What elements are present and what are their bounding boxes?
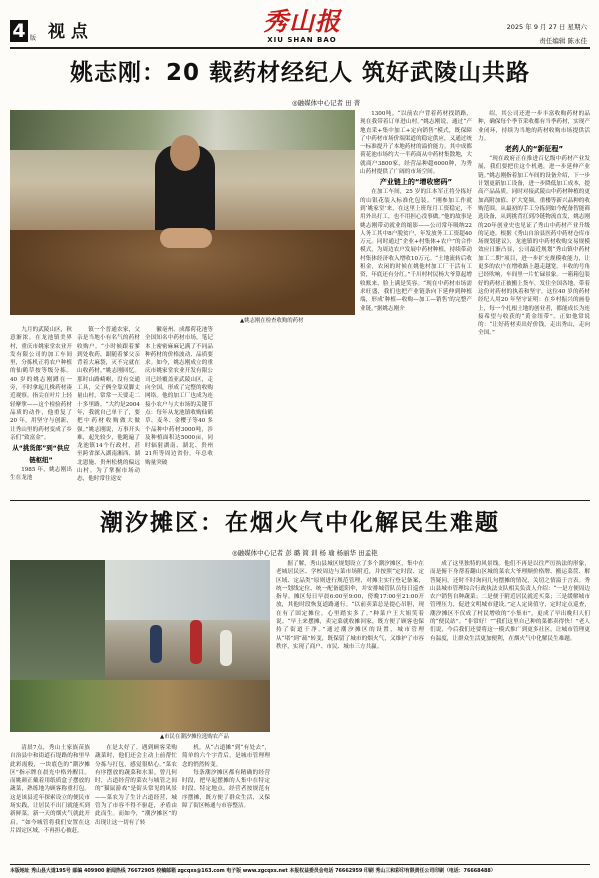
article1-column-2 xyxy=(77,326,140,496)
page-number: 4 xyxy=(12,20,26,42)
article2-col5-text: 成了这里独特的风景线。他们不再是以往严厉执法的形象，而是俯下身帮着翻山区城的菜农大爷理顺价格牌、搬运菜筐、解答疑问，还时不时询问几句摆摊的情况，关切之情溢于言表。秀山县城市管理综合行政执法支队相关负责人介绍：“一是方便周边农户销售自种蔬菜；二是便于附近居民就近买菜；三是缓解城市管理压力，促进文明城市建设。”定人定岗值守，定时定点巡查，潮汐摊区不仅成了村民增收的“小集市”，更成了早出晚归人们的“便民站”。“非常好！”“我们这里自己种的菜都卖得快！”老人们说，今后我们还要将这一模式推广到更多社区，让城市管理更有温度，让群众生活更加便利，在烟火气中化解民生难题。 xyxy=(430,561,590,642)
article2-column-3 xyxy=(182,744,270,862)
responsible-editor: 责任编辑 陈永佳 xyxy=(539,37,587,45)
article2-col4-text: 据了解，秀山县城区规划设立了多个潮汐摊区，集中在老城居民区、学校周边与菜市场附近，并按照“定时段、定区域、定品类”原则进行规范管理，对摊主实行登记备案，统一划线定位、统一配备遮阳伞，并安排城管队员每日巡查指导。摊区每日早晨6:00至9:00，傍晚17:00至21:00开放，其他时段恢复道路通行。“以前卖菜总是提心吊胆，现在有了固定摊位，心里踏实多了。”种菜户王大姐笑着说。“早上来摆摊，卖完菜就收摊回家，既方便了顾客也保持了街道干净。”通过潮汐摊区的设置，城市管理从“堵”到“疏”转变，既保留了城市的烟火气，又维护了市容秩序，实现了商户、市民、城市三方共赢。 xyxy=(276,561,424,650)
article2-column-2 xyxy=(95,744,177,862)
article1-col1-text: 九月的武陵山区，秋意渐浓。在龙池镇美界村，重庆市姚家堂农业开发有限公司的加工车间里，分拣机正将农户种植的仙鹤草按等级分拣。40 岁的姚志刚蹲在一旁，不时拿起几株药材凑近观察。指尖在叶片上轻轻摩挲——这个检验药材品质的动作，他重复了20 年，用坚守与创新，让秀山里的药材变成了乡亲们“致富金”。 xyxy=(10,327,72,441)
page-number-box xyxy=(10,20,28,42)
article2-byline: ◎融媒体中心记者 彭 璐 简 训 杨 瑜 杨丽华 田孟艳 xyxy=(232,549,378,557)
article1-subhead-2: 产业链上的“增收密码” xyxy=(379,178,453,187)
article2-col2-text: 在是太好了。遇到顾客采购蔬菜时，他们还会主动上前帮忙分拣与打包，感觉很贴心。”菜农有序摆放的蔬菜和水果。曾几何时，占道经营的菜农与城管之间的“猫鼠游戏”是街头常见的风景——菜农为了生计占道经营，城管为了市容不得不驱赶，矛盾由此而生。而如今，“潮汐摊区”的出现让这一切有了转 xyxy=(95,745,177,826)
article1-col5b-text: “现在政府正在推进百亿级中药材产业发展，我们要把住这个机遇，进一步延伸产业链。”姚志刚指着加工车间的设备介绍，下一步计划更新加工设备，进一步降低加工成本，提高产品品质。同时对接武陵山中药材种植的更加高附加值、扩大宽频，重楼等新兴品种的收购范围。从最初的手工分拣到如今配备智能筛选设备，从到挑背扛到冷链物流直发，姚志刚的20年创业史也见证了秀山中药材产业升级的足迹。根据《秀山自治县医药中药材仓库市场规划建议》，龙池镇的中药材收购交易规模效应日渐凸显，公司最近规划“秀山镇中药材加工二期”项目，进一步扩充规模收能力，让更多的农户在增收路上越走越宽。丰收的号角已经吹响，车间里一片忙碌景象。一箱箱包装好的药材正被搬上货车，发往全国各地。带着这份对药材的执着和坚守，这位40 岁的药材经纪人用20 年坚守证明：在乡村振兴的画卷上，每一个扎根土地的创业者，都能成长为连接希望与收获的“黄金纽带”。正如他常说的：“让好药材卖出好价钱，走出秀山，走向全国。” xyxy=(478,156,590,337)
article1-col5-text: 绍，其公司还进一步丰富收购药材的品种，确保每个季节采收都有当季药材，实现产业闭环，持续为当地的药材收购市场提供活力。 xyxy=(478,111,590,142)
issue-date: 2025 年 9 月 27 日 星期六 xyxy=(506,23,587,31)
article1-title: 姚志刚：20 载药材经纪人 筑好武陵山共路 xyxy=(69,60,531,86)
logo-text: 秀山报 xyxy=(262,7,341,36)
footer-rule xyxy=(10,864,590,865)
article1-column-5 xyxy=(478,110,590,495)
article2-photo xyxy=(10,560,270,732)
article1-subhead-1: 从“挑货郎”到“供应链枢纽” xyxy=(12,444,70,465)
article1-caption: ▲姚志刚在检查收购的药材 xyxy=(240,318,304,324)
article1-col2-text: 镇一个普通农家，父亲是当地小有名气的药材收购户。“小时候跟着爹到处收药，跟随着爹父亲背着大麻袋，灭不完就在山收药材。”姚志刚回忆。那时山路崎岖，没有交通工具，父子俩全靠双脚丈量山村，常常一天要走二十多里路。“大约是2004年，我就自己单干了，要把中药材收购做大做强。”姚志刚说，万事开头难，起先较少，他跑遍了龙池镇14个行政村，甚至跨省深入湖南湘西、湖北恩施、贵州松桃的偏远山村。为了掌握市场动态，他时常往返安 xyxy=(77,327,140,483)
masthead-rule xyxy=(10,47,590,49)
article2-column-1 xyxy=(10,744,90,862)
article1-column-1 xyxy=(10,326,72,496)
article1-photo xyxy=(10,110,355,315)
article1-col4-text: 1300吨。“以前农户背着药材找销路，现在我带着订单进山村。”姚志刚说，通过“产地直采+集中加工+定向销售”模式，既保障了中药材市场价端渠道的稳定供应，又通过统一标准提升了本地药材的溢价能力。其中成都荷花池市场约大一半药商从中药材集散地，大就商户3800家，经营品种超6000种，为秀山药材提供了广阔的市场空间。 xyxy=(360,111,472,176)
logo-pinyin: XIU SHAN BAO xyxy=(267,36,337,44)
article2-col3b-text: 每条潮汐摊区都有精确的经营时段，把早起摆摊的人集中在特定时段、特定地点。经营者按规范有序摆摊，既方便了群众生活，又保障了街区畅通与市容整洁。 xyxy=(182,769,270,810)
article1-col1b-text: 1985 年，姚志刚出生在龙池 xyxy=(10,467,72,482)
article1-col4b-text: 在加工车间，25 岁的江本军正将分拣好的山银花装入标准化包装。“刚参加工作就到‘姚家堂’来，在这里上班每月工资稳定，不用外出打工，也不用担心没事做。”他的故事是姚志刚带动就业的缩影——公司常年吸纳22人务工其中8户脱贫户，年发放务工工资超40 万元。同时通过“企业+村集体+农户”的合作模式，为周边农户发展中药材种植，持续带动村集体经济收入增收10万元。“土地流转后收租金，农闲的时候在姚他村加工厂干活有工资，年底还有分红。”千川村村民杨大爷算起增收账来，脸上满是笑容。“现在中药材市场需求旺盛，我们也把产业链条向下延伸到种植端，形成‘种植—收购—加工—销售’的完整产业链。”据姚志刚介 xyxy=(360,189,472,312)
page-unit: 版 xyxy=(30,35,37,42)
article2-column-4 xyxy=(276,560,424,862)
article1-column-3 xyxy=(145,326,213,496)
article2-col1-text: 清晨7点，秀山土家族苗族自治县中和街道石堤路的和里早此彩霞般，一块底色的“潮汐摊区”指示牌在晨光中格外醒目。而姚颜正戴着用纸质盒子摆放的蔬菜，熟练地为顾客称重打包。这是该县近年探索设立的便民市场实践，让居民不出门就能买到新鲜菜。新一天的烟火气就此开启。“如今城管将我们安置在这片固定区域，不再担心被赶， xyxy=(10,745,90,834)
article1-column-4 xyxy=(360,110,472,495)
newspaper-logo xyxy=(262,8,342,45)
article1-col3-text: 徽亳州、成都荷花池等全国知名中药材市场，笔记本上密密麻麻记满了不同品种药材的价格波动、品质要求。如今，姚志刚成立的重庆市姚家堂农业开发有限公司已经覆盖亚武陵山区，走向全国，形成了完整的收购网络。他的加工厂也成为连接小农户与大市场的关键节点：每年从龙池镇收购仙鹤草、麦冬、金樱子等40 多个品种中药材3000吨，涉及种植面积达5000亩，同时辐射湖南、湖北、贵州21所等周边省份，年总收购量突破 xyxy=(145,327,213,466)
article2-col3-text: 机。从“占道摊”到“有处去”，简单的六个字背后，是城市管理理念的悄然转变。 xyxy=(182,745,270,768)
section-title: 视 点 xyxy=(48,22,88,42)
article2-caption: ▲市民在潮汐摊位选购农产品 xyxy=(160,734,229,740)
section-divider xyxy=(10,500,590,501)
article2-title: 潮汐摊区：在烟火气中化解民生难题 xyxy=(100,510,500,536)
article1-subhead-3: 老药人的“新征程” xyxy=(504,145,564,154)
footer-info: 本版地址 秀山县大道195号 邮编 409900 新闻热线 76672905 校稿邮箱 zgcqxs@163.com 电子版 www.zgcqxs.net 本报权益委员会电话 76662959 印刷 秀山三和彩印有限责任公司印刷（电话：76668488） xyxy=(10,868,496,874)
article1-byline: ◎融媒体中心记者 田 菁 xyxy=(292,99,361,107)
article2-column-5 xyxy=(430,560,590,862)
